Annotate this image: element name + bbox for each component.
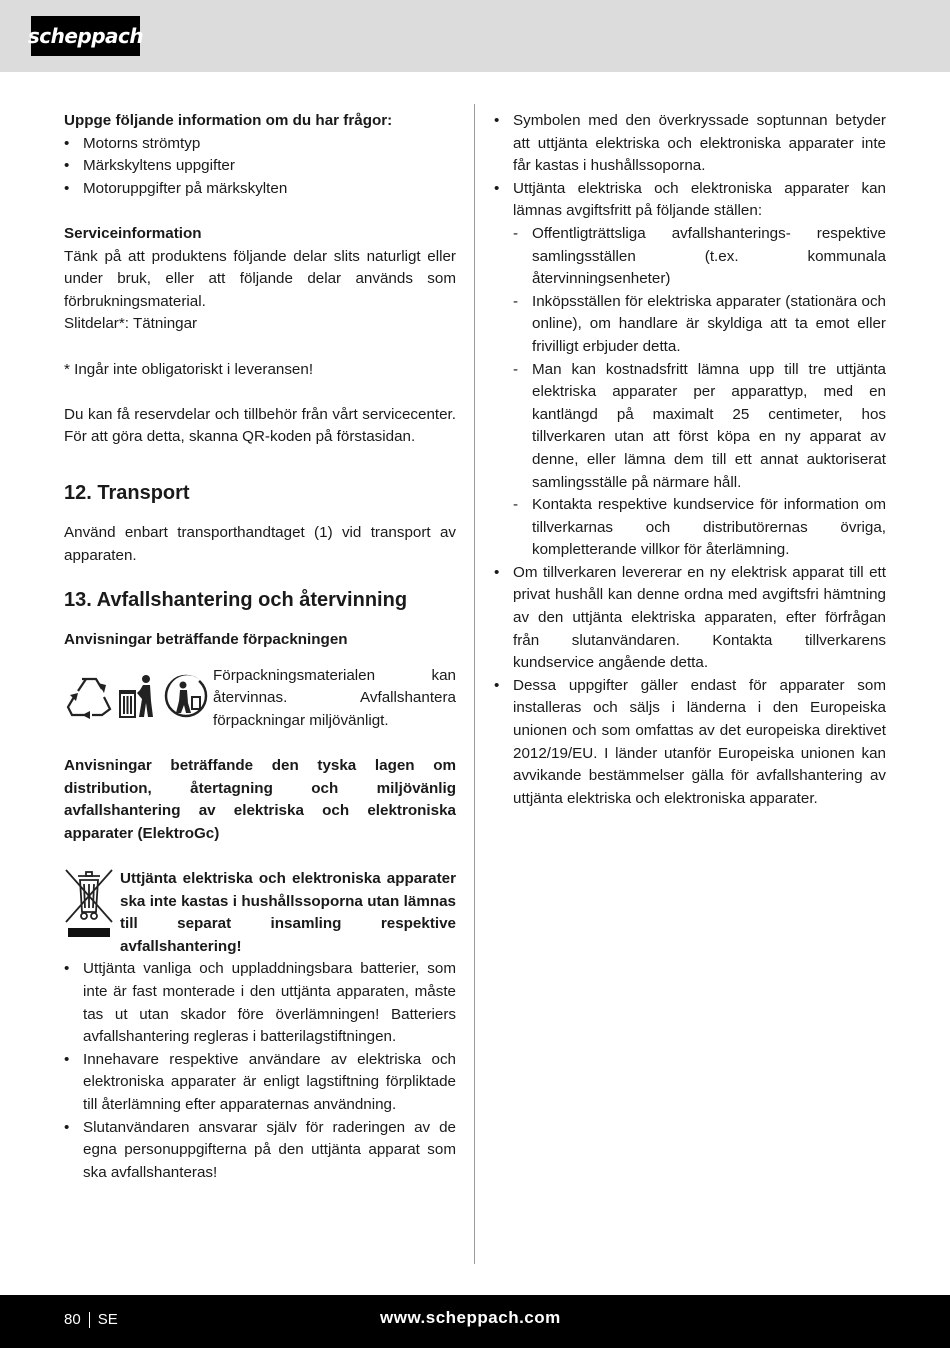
return-locations-list (513, 223, 886, 562)
weee-warning: Uttjänta elektriska och elektroniska apparater ska inte kastas i hushållssoporna utan lämnas till separat insamling respektive avfallshantering! (120, 870, 456, 955)
list-item: • Dessa uppgifter gäller endast för apparater som installeras och säljs i länderna i den Europeiska unionen och som omfattas av det europeiska direktivet 2012/19/EU. I länder utanför Europeiska unionen kan avvikande bestämmelser gälla för avfallshantering av uttjänta elektriska och elektroniska apparater. (494, 675, 886, 811)
page-number: 80 (64, 1311, 81, 1328)
trash-bin-person-icon (117, 673, 157, 719)
transport-text: Använd enbart transporthandtaget (1) vid transport av apparaten. (64, 523, 456, 564)
recycle-icon (64, 673, 114, 719)
brand-logo (27, 16, 144, 56)
list-item: • Motoruppgifter på märkskylten (64, 178, 456, 201)
packaging-text: Förpackningsmaterialen kan återvinnas. Avfallshantera förpackningar miljövänligt. (213, 666, 456, 729)
disposal-heading: 13. Avfallshantering och återvinning (64, 589, 408, 612)
packaging-block (64, 665, 456, 733)
page-footer (0, 1295, 950, 1348)
list-item: • Symbolen med den överkryssade soptunnan betyder att uttjänta elektriska och elektroniska apparater inte får kastas i hushållssoporna. (494, 110, 886, 178)
transport-heading: 12. Transport (64, 481, 190, 504)
sub-list-item: - Kontakta respektive kundservice för information om tillverkarnas och distributörernas övriga, kompletterande villkor för återlämning. (513, 494, 886, 562)
column-divider (474, 104, 475, 1264)
sub-list-item: - Offentligträttsliga avfallshanterings- respektive samlingsställen (t.ex. kommunala återvinningsenheter) (513, 223, 886, 291)
list-item-text: Uttjänta elektriska och elektroniska apparater kan lämnas avgiftsfritt på följande ställen: (513, 179, 886, 220)
logo-text: scheppach (27, 24, 144, 48)
language-code: SE (97, 1311, 118, 1328)
service-text: Tänk på att produktens följande delar slits naturligt eller under bruk, eller att följande delar används som förbrukningsmaterial. (64, 247, 456, 310)
questions-heading: Uppge följande information om du har frågor: (64, 112, 393, 129)
list-item: • Innehavare respektive användare av elektriska och elektroniska apparater är enligt lagstiftning förpliktade till återlämning efter apparaternas användning. (64, 1049, 456, 1117)
disposal-list (494, 110, 886, 810)
list-item: • Motorns strömtyp (64, 133, 456, 156)
dispose-circle-icon (161, 673, 211, 719)
wear-parts: Slitdelar*: Tätningar (64, 315, 198, 333)
packaging-heading: Anvisningar beträffande förpackningen (64, 631, 348, 649)
crossed-out-bin-icon (64, 868, 116, 940)
website-url: www.scheppach.com (380, 1308, 561, 1327)
weee-block (64, 868, 456, 958)
list-item: • Märkskyltens uppgifter (64, 155, 456, 178)
footer-separator (89, 1312, 90, 1328)
right-column (494, 110, 886, 810)
left-column (64, 110, 456, 1184)
service-heading: Serviceinformation (64, 224, 202, 242)
list-item: • Slutanvändaren ansvarar själv för raderingen av de egna personuppgifterna på den uttjänta apparat som ska avfallshanteras! (64, 1117, 456, 1185)
weee-list (64, 958, 456, 1184)
page-header (0, 0, 950, 72)
list-item: • Om tillverkaren levererar en ny elektrisk apparat till ett privat hushåll kan denne ordna med avgiftsfri hämtning av den uttjänta elektriska apparaten, efter förfrågan från slutanvändaren. Kontakta tillverkarens kundservice angående detta. (494, 562, 886, 675)
sub-list-item: - Man kan kostnadsfritt lämna upp till tre uttjänta elektriska apparater per apparattyp, med en kantlängd på maximalt 25 centimeter, hos tillverkaren utan att först köpa en ny apparat av denne, eller lämna dem till ett annat auktoriserat samlingsställe på närmare håll. (513, 359, 886, 495)
electrogc-heading: Anvisningar beträffande den tyska lagen om distribution, återtagning och miljövänlig avfallshantering av elektriska och elektroniska apparater (ElektroGc) (64, 757, 456, 842)
list-item (494, 178, 886, 562)
list-item: • Uttjänta vanliga och uppladdningsbara batterier, som inte är fast monterade i den uttjänta apparaten, måste tas ut utan skador före överlämningen! Batteriers avfallshantering regleras i batterilagstiftningen. (64, 958, 456, 1048)
crossed-bin-symbol (64, 868, 120, 948)
sub-list-item: - Inköpsställen för elektriska apparater (stationära och online), om handlare är skyldiga att ta emot eller frivilligt erbjuder detta. (513, 291, 886, 359)
footnote: * Ingår inte obligatoriskt i leveransen! (64, 360, 314, 378)
questions-list (64, 133, 456, 201)
spare-parts-text: Du kan få reservdelar och tillbehör från vårt servicecenter. För att göra detta, skanna QR-koden på förstasidan. (64, 405, 456, 446)
packaging-icons (64, 665, 213, 719)
page-number-block (64, 1311, 118, 1328)
